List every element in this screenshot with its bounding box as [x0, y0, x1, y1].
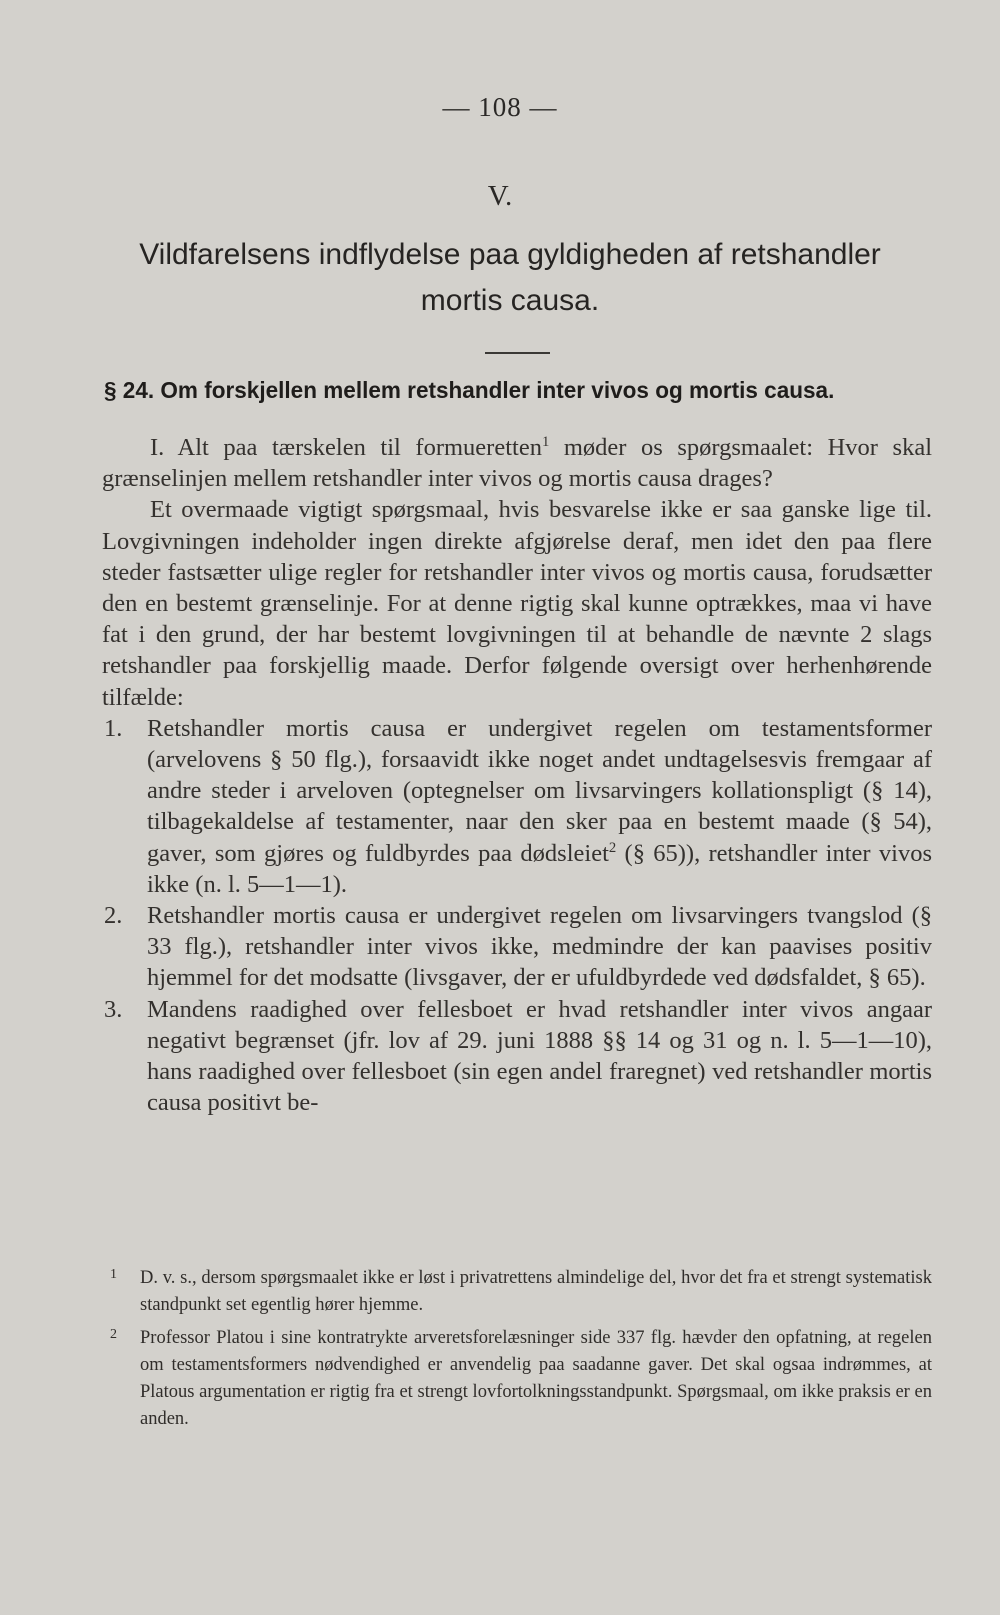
- paragraph-1-text: I. Alt paa tærskelen til formueretten: [150, 434, 542, 461]
- list-item-text: Mandens raadighed over fellesboet er hvad retshandler inter vivos angaar negativt begrænset (jfr. lov af 29. juni 1888 §§ 14 og 31 og n. l. 5—1—10), hans raadighed over fellesboet (sin egen andel fraregnet) ved retshandler mortis causa positivt be-: [147, 995, 932, 1117]
- list-item: [102, 713, 932, 900]
- list-item-text-cont: (§ 65)), retshandler inter vivos ikke (n. l. 5—1—1).: [147, 839, 932, 898]
- chapter-number: V.: [487, 180, 513, 212]
- footnote-ref-1: 1: [541, 433, 550, 450]
- paragraph-1: [102, 432, 932, 494]
- footnotes: [110, 1265, 932, 1439]
- footnote: [110, 1325, 932, 1433]
- chapter-title: [100, 232, 920, 324]
- page-number: — 108 —: [442, 92, 558, 122]
- footnote-ref-2: 2: [608, 839, 617, 856]
- title-divider: [485, 352, 550, 354]
- list-item-number: 1.: [104, 714, 123, 742]
- paragraph-2: Et overmaade vigtigt spørgsmaal, hvis besvarelse ikke er saa ganske lige til. Lovgivningen indeholder ingen direkte afgjørelse deraf, men idet den paa flere steder fastsætter ulige regler for retshandler inter vivos og mortis causa, forudsætter den en bestemt grænselinje. For at denne rigtig skal kunne optrækkes, maa vi have fat i den grund, der har bestemt lovgivningen til at behandle de nævnte 2 slags retshandler paa forskjellig maade. Derfor følgende oversigt over herhenhørende tilfælde:: [102, 496, 932, 711]
- footnote-text: Professor Platou i sine kontratrykte arveretsforelæsninger side 337 flg. hævder den opfatning, at regelen om testamentsformers nødvendighed er anvendelig paa saadanne gaver. Det skal ogsaa indrømmes, at Platous argumentation er rigtig fra et strengt lovfortolkningsstandpunkt. Spørgsmaal, om ikke praksis er en anden.: [140, 1328, 932, 1429]
- footnote-mark: 1: [110, 1267, 117, 1282]
- body-text: [102, 432, 932, 1118]
- list-item-text: Retshandler mortis causa er undergivet regelen om livsarvingers tvangslod (§ 33 flg.), retshandler inter vivos ikke, medmindre der kan paavises positiv hjemmel for det modsatte (livsgaver, der er ufuldbyrdede ved dødsfaldet, § 65).: [147, 902, 932, 992]
- list-item-text: Retshandler mortis causa er undergivet regelen om testamentsformer (arvelovens § 50 flg.), forsaavidt ikke noget andet undtagelsesvis fremgaar af andre steder i arveloven (optegnelser om livsarvingers kollationspligt (§ 14), tilbagekaldelse af testamenter, naar den sker paa en bestemt maade (§ 54), gaver, som gjøres og fuldbyrdes paa dødsleiet: [147, 714, 932, 867]
- paragraph-1-text-cont: møder os spørgsmaalet: Hvor skal grænselinjen mellem retshandler inter vivos og mortis causa drages?: [102, 434, 932, 493]
- chapter-title-line-2: mortis causa.: [420, 284, 600, 317]
- list-item: [102, 994, 932, 1119]
- section-heading: § 24. Om forskjellen mellem retshandler inter vivos og mortis causa.: [104, 377, 835, 403]
- list-item-number: 2.: [104, 902, 123, 930]
- list-item-number: 3.: [104, 995, 123, 1023]
- footnote: [110, 1265, 932, 1319]
- list-item: [102, 900, 932, 994]
- footnote-mark: 2: [110, 1327, 117, 1342]
- chapter-title-line-1: Vildfarelsens indflydelse paa gyldigheden af retshandler: [139, 238, 881, 271]
- footnote-text: D. v. s., dersom spørgsmaalet ikke er løst i privatrettens almindelige del, hvor det fra et strengt systematisk standpunkt set egentlig hører hjemme.: [140, 1268, 932, 1315]
